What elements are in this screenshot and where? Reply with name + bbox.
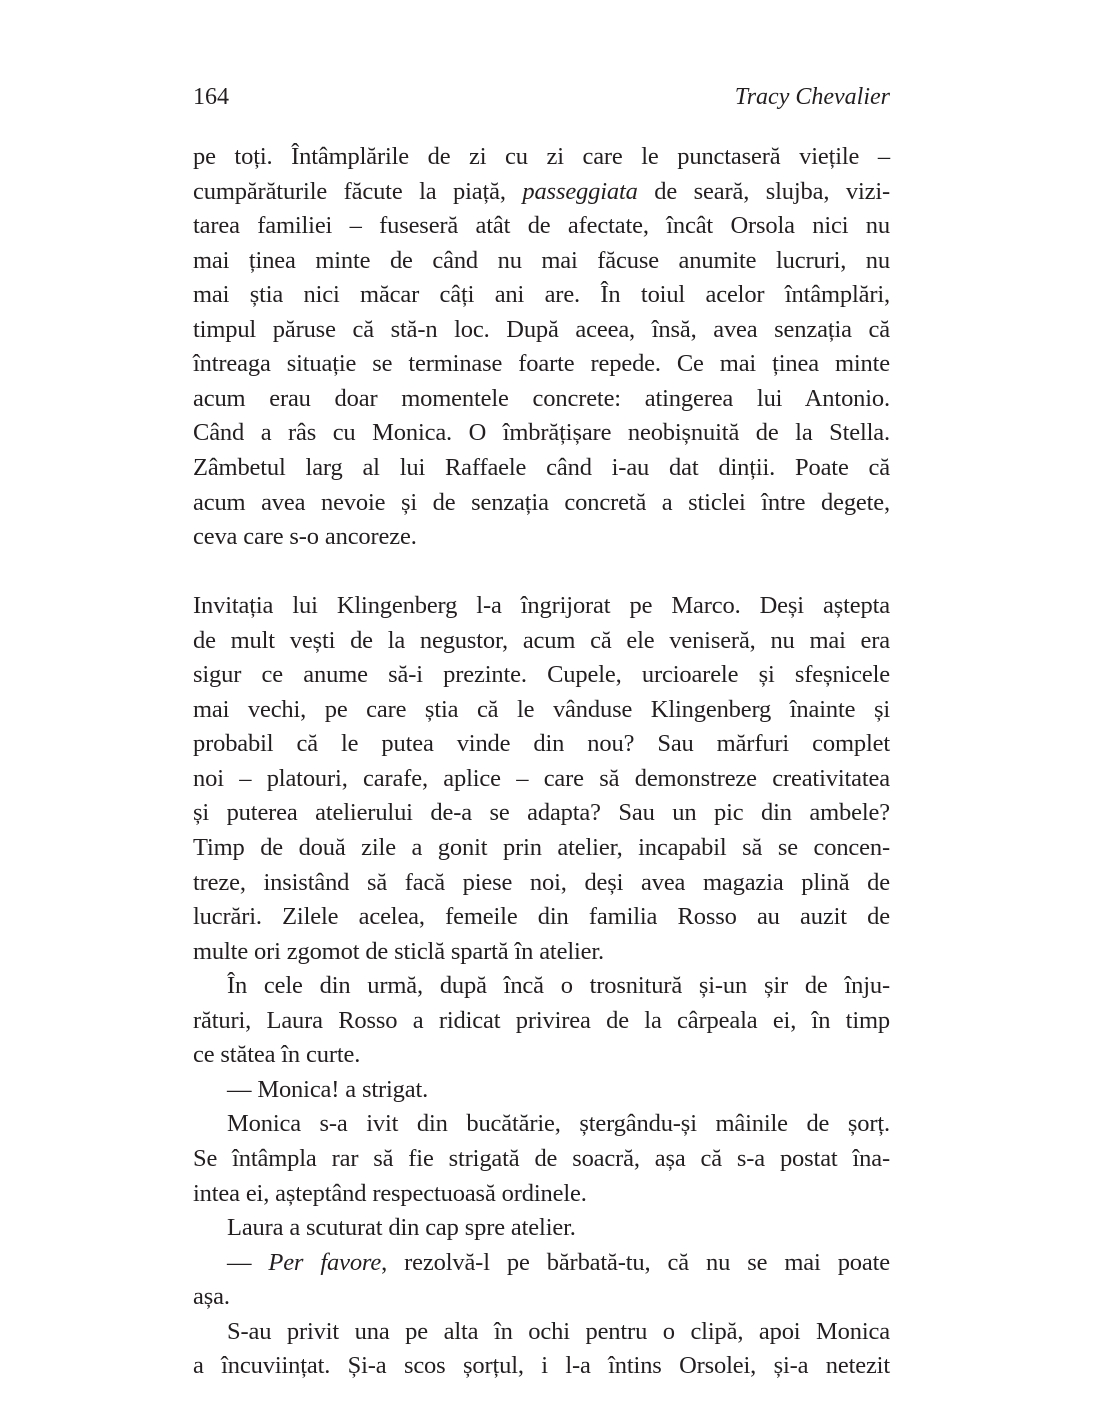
- text-segment: În cele din urmă, după încă o trosnitură și-un șir de înju-: [227, 972, 890, 1000]
- text-segment: acum avea nevoie și de senzația concretă a sticlei între degete,: [193, 488, 890, 516]
- text-segment: S-au privit una pe alta în ochi pentru o clipă, apoi Monica: [227, 1317, 890, 1345]
- text-line: [193, 278, 890, 312]
- text-segment: mai vechi, pe care știa că le vânduse Klingenberg înainte și: [193, 695, 890, 723]
- text-segment: multe ori zgomot de sticlă spartă în atelier.: [193, 937, 604, 965]
- text-line: [193, 175, 890, 209]
- text-line: [193, 382, 890, 416]
- text-segment: , rezolvă-l pe bărbată-tu, că nu se mai poate: [381, 1248, 891, 1276]
- text-line: [193, 140, 890, 174]
- text-line: [193, 1315, 890, 1349]
- text-line: [193, 658, 890, 692]
- text-segment: de mult vești de la negustor, acum că ele veniseră, nu mai era: [193, 626, 890, 654]
- text-segment: mai ținea minte de când nu mai făcuse anumite lucruri, nu: [193, 246, 890, 274]
- text-line: [193, 1142, 890, 1176]
- italic-text: Per favore: [268, 1248, 382, 1276]
- text-segment: sigur ce anume să-i prezinte. Cupele, urcioarele și sfeșnicele: [193, 661, 890, 689]
- text-segment: Timp de două zile a gonit prin atelier, incapabil să se concen-: [193, 834, 890, 861]
- text-segment: Zâmbetul larg al lui Raffaele când i-au dat dinții. Poate că: [193, 453, 890, 481]
- text-line: [193, 1246, 890, 1280]
- text-line: [193, 1004, 890, 1038]
- text-segment: a încuviințat. Și-a scos șorțul, i l-a întins Orsolei, și-a netezit: [193, 1352, 890, 1380]
- text-line: [193, 866, 890, 900]
- text-segment: Când a râs cu Monica. O îmbrățișare neobișnuită de la Stella.: [193, 419, 890, 447]
- running-header-author: Tracy Chevalier: [734, 84, 890, 110]
- text-line: [193, 900, 890, 934]
- text-line: [193, 1107, 890, 1141]
- text-line: [193, 1349, 890, 1383]
- text-segment: cumpărăturile făcute la piață,: [193, 177, 523, 205]
- text-line: [193, 1177, 890, 1211]
- text-line: [193, 209, 890, 243]
- text-line: [193, 520, 890, 554]
- text-segment: Invitația lui Klingenberg l-a îngrijorat pe Marco. Deși aștepta: [193, 592, 890, 620]
- page-number: 164: [193, 84, 229, 110]
- text-line: [193, 486, 890, 520]
- text-segment: treze, insistând să facă piese noi, deși avea magazia plină de: [193, 868, 890, 896]
- text-segment: lucrări. Zilele acelea, femeile din familia Rosso au auzit de: [193, 903, 890, 931]
- text-segment: rături, Laura Rosso a ridicat privirea de la cârpeala ei, în timp: [193, 1006, 890, 1034]
- text-line: [193, 347, 890, 381]
- italic-text: passeggiata: [522, 177, 638, 205]
- text-segment: Monica s-a ivit din bucătărie, ștergându-și mâinile de șorț.: [227, 1110, 890, 1138]
- text-line: [193, 935, 890, 969]
- text-line: [193, 451, 890, 485]
- text-segment: timpul păruse că stă-n loc. După aceea, însă, avea senzația că: [193, 315, 890, 343]
- text-segment: și puterea atelierului de-a se adapta? Sau un pic din ambele?: [193, 799, 890, 827]
- text-segment: Laura a scuturat din cap spre atelier.: [227, 1214, 576, 1242]
- text-line: [193, 589, 890, 623]
- text-segment: Se întâmpla rar să fie strigată de soacră, așa că s-a postat îna-: [193, 1144, 890, 1172]
- text-line: [193, 762, 890, 796]
- text-line: [193, 796, 890, 830]
- text-segment: așa.: [193, 1283, 230, 1311]
- text-segment: acum erau doar momentele concrete: atingerea lui Antonio.: [193, 384, 890, 412]
- text-segment: întreaga situație se terminase foarte repede. Ce mai ținea minte: [193, 350, 890, 378]
- text-segment: intea ei, așteptând respectuoasă ordinele.: [193, 1179, 587, 1207]
- text-line: [193, 693, 890, 727]
- text-line: [193, 1073, 890, 1107]
- text-line: [193, 727, 890, 761]
- text-segment: de seară, slujba, vizi-: [637, 177, 890, 205]
- text-segment: pe toți. Întâmplările de zi cu zi care le punctaseră viețile –: [193, 143, 890, 170]
- text-segment: ce stătea în curte.: [193, 1041, 361, 1069]
- text-segment: — Monica! a strigat.: [227, 1075, 429, 1103]
- text-segment: probabil că le putea vinde din nou? Sau mărfuri complet: [193, 730, 890, 758]
- text-segment: mai știa nici măcar câți ani are. În toiul acelor întâmplări,: [193, 281, 890, 309]
- text-line: [193, 313, 890, 347]
- text-line: [193, 831, 890, 865]
- text-segment: —: [227, 1248, 269, 1276]
- text-line: [193, 244, 890, 278]
- text-segment: tarea familiei – fuseseră atât de afectate, încât Orsola nici nu: [193, 212, 890, 240]
- text-line: [193, 1038, 890, 1072]
- text-line: [193, 1211, 890, 1245]
- text-segment: noi – platouri, carafe, aplice – care să demonstreze creativitatea: [193, 764, 890, 792]
- text-line: [193, 969, 890, 1003]
- text-segment: ceva care s-o ancoreze.: [193, 523, 417, 551]
- text-line: [193, 416, 890, 450]
- text-line: [193, 624, 890, 658]
- text-line: [193, 1280, 890, 1314]
